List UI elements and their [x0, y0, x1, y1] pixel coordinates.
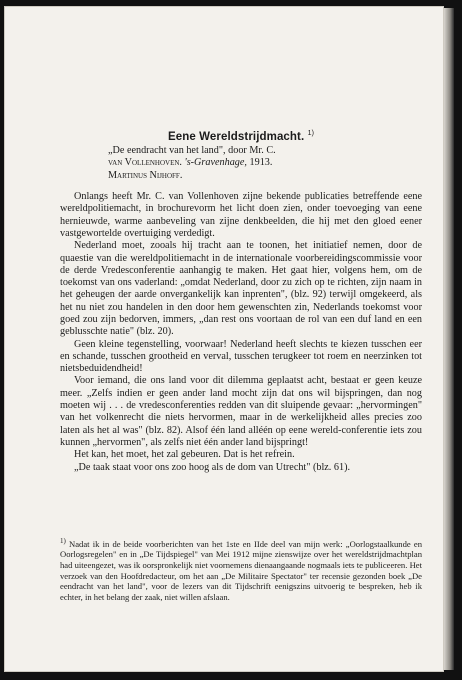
footnote-mark: 1) [60, 537, 66, 545]
footnote [60, 536, 422, 602]
article-body [60, 128, 422, 474]
article-title [60, 128, 422, 143]
paragraph-6: „De taak staat voor ons zoo hoog als de dom van Utrecht" (blz. 61). [74, 461, 351, 473]
paragraph-2: Nederland moet, zooals hij tracht aan te toonen, het initiatief nemen, door de quaestie van die wereldpolitiemacht in de internationale voorbereidingscommissie voor de derde Vredesconferentie aanhangig te maken. Het gaat hier, volgens hem, om de toekomst van ons vaderland: „omdat Nederland, door zu zich op te richten, zijn naam in het geheugen der aarde onvergankelijk kan inprenten", (blz. 92) terwijl omgekeerd, als het nu niet zou handelen in den door hem gewenschten zin, Nederlands toekomst voor goed zou zijn bedorven, immers, „dan rest ons voortaan de rol van een duf land en een geblusschte natie" (blz. 20). [60, 240, 422, 338]
article-title-text: Eene Wereldstrijdmacht. [167, 130, 305, 143]
title-footnote-mark: 1) [307, 130, 315, 137]
reference-year: 1913. [249, 157, 273, 169]
reference-place: 's-Gravenhage, [184, 157, 247, 169]
reference-author: van Vollenhoven. [108, 157, 182, 169]
paragraph-1: Onlangs heeft Mr. C. van Vollenhoven zijne bekende publicaties betreffende eene wereldpolitiemacht, in brochurevorm het licht doen zien, onder toevoeging van eene hernieuwde, warme aanbeveling van zijne denkbeelden, die hij met den gloed eener vastgewortelde overtuiging verdedigt. [60, 191, 422, 239]
paragraph-4: Voor iemand, die ons land voor dit dilemma geplaatst acht, bestaat er geen keuze meer. „Zelfs indien er geen ander land mocht zijn dat ons wil bijspringen, dan nog moeten wij . . . de vredesconferenties redden van dit sluipende gevaar: „hervormingen" van het volkenrecht die niets hervormen, maar in de werkelijkheid alles precies zoo laten als het al was" (blz. 82). Alsof één land alléén op eene wereld-conferentie iets zou kunnen „hervormen", als zelfs niet één ander land bijspringt! [60, 375, 422, 448]
reference-publisher: Martinus Nijhoff. [108, 169, 183, 181]
book-reference [108, 145, 422, 182]
reference-line-1: „De eendracht van het land", door Mr. C. [108, 145, 276, 157]
reference-line-2 [108, 157, 422, 169]
paragraph-5: Het kan, het moet, het zal gebeuren. Dat is het refrein. [74, 449, 295, 461]
page-edge-shadow [444, 8, 454, 670]
paragraph-3: Geen kleine tegenstelling, voorwaar! Nederland heeft slechts te kiezen tusschen eer en schande, tusschen grootheid en verval, tusschen terugkeer tot roem en neerzinken tot nietsbeduidendheid! [60, 338, 422, 375]
footnote-text: Nadat ik in de beide voorberichten van het 1ste en IIde deel van mijn werk: „Oorlogstaalkunde en Oorlogsregelen" en in „De Tijdspiegel" van Mei 1912 mijne zienswijze over het wereldstrijdmachtplan had uiteengezet, was ik oorspronkelijk niet voornemens dienaangaande nogmaals iets te publiceeren. Het verzoek van den Hoofdredacteur, om het aan „De Militaire Spectator" ter recensie gezonden boek „De eendracht van het land", voor de lezers van dit Tijdschrift eenigszins uitvoerig te bespreken, heb ik echter, in het belang der zaak, niet willen afslaan. [60, 538, 422, 602]
